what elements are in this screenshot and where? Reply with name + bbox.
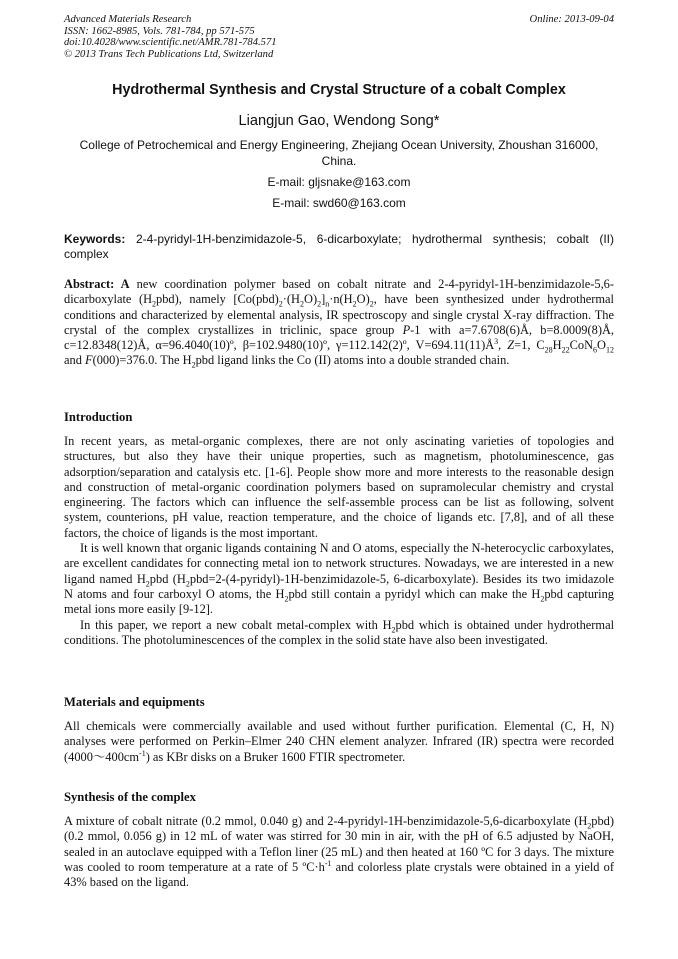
journal-copyright: © 2013 Trans Tech Publications Ltd, Switzerland (64, 48, 274, 60)
abstract-text: O) (304, 292, 318, 307)
space-group-symbol: P (402, 322, 411, 337)
abstract-text: pbd), namely [Co(pbd) (156, 292, 279, 307)
subscript: 22 (561, 345, 570, 355)
intro-paragraph-2 (64, 541, 614, 617)
paragraph-text: In this paper, we report a new cobalt metal-complex with H (80, 617, 392, 632)
affiliation: College of Petrochemical and Energy Engineering, Zhejiang Ocean University, Zhoushan 316000, China. (79, 138, 599, 168)
subscript: 2 (185, 579, 190, 589)
section-heading-synthesis: Synthesis of the complex (64, 790, 196, 804)
abstract-text: ·n(H (329, 292, 353, 307)
synthesis-body (64, 814, 614, 890)
abstract-text: ] (321, 292, 326, 307)
paragraph-text: and colorless plate crystals were obtained in a yield of 43% based on the ligand. (64, 859, 614, 890)
paragraph-text: ) as KBr disks on a Bruker 1600 FTIR spectrometer. (145, 749, 406, 764)
subscript: 2 (145, 579, 150, 589)
intro-paragraph-3 (64, 618, 614, 649)
subscript: 2 (540, 594, 545, 604)
keywords-text: 2-4-pyridyl-1H-benzimidazole-5, 6-dicarboxylate; hydrothermal synthesis; cobalt (II) complex (64, 232, 614, 261)
journal-header (64, 14, 277, 60)
subscript: 2 (152, 299, 157, 309)
abstract-text: CoN (569, 338, 594, 353)
section-heading-materials: Materials and equipments (64, 695, 205, 709)
abstract-text: ·(H (282, 292, 300, 307)
subscript: 12 (606, 345, 614, 355)
email-line-1: E-mail: gljsnake@163.com (267, 175, 411, 189)
paragraph-text: pbd capturing metal ions more easily [9-12]. (64, 586, 615, 617)
paragraph-text: pbd still contain a pyridyl which can make the H (288, 586, 541, 601)
paragraph-text: pbd=2-(4-pyridyl)-1H-benzimidazole-5, 6-dicarboxylate). Besides its two imidazole N atoms and four carboxyl O atoms, the H (64, 571, 614, 601)
abstract-text: , have been synthesized under hydrothermal conditions and characterized by elemental analysis, IR spectroscopy and single crystal X-ray diffraction. The crystal of the complex crystallizes in triclinic, space group (64, 292, 614, 337)
abstract-text: -1 with a=7.6708(6)Å, b=8.0009(8)Å, c=12.8348(12)Å, α=96.4040(10)º, β=102.9480(10)º, γ=112.142(2)º, V=694.11(11)Å (64, 322, 614, 353)
abstract-text: O (597, 338, 606, 353)
subscript: 2 (278, 299, 283, 309)
paragraph-text: pbd (H (149, 571, 186, 586)
paragraph-text: All chemicals were commercially available and used without further purification. Elemental (C, H, N) analyses were performed on Perkin–Elmer 240 CHN element analyzer. Infrared (IR) spectra were recorded (4000～400cm (64, 719, 614, 764)
abstract-text: (000)=376.0. The H (92, 353, 192, 368)
abstract-text: =1, C (514, 338, 545, 353)
paragraph-text: pbd which is obtained under hydrothermal conditions. The photoluminescences of the complex in the solid state have also been investigated. (64, 617, 615, 647)
keywords (64, 232, 614, 262)
subscript: 6 (593, 345, 598, 355)
superscript: -1 (324, 858, 332, 868)
subscript: 28 (544, 345, 553, 355)
paper-title: Hydrothermal Synthesis and Crystal Structure of a cobalt Complex (112, 82, 566, 98)
paper-authors: Liangjun Gao, Wendong Song* (238, 113, 440, 129)
subscript: 2 (369, 299, 374, 309)
abstract (64, 277, 614, 369)
abstract-label: Abstract: A (64, 277, 130, 291)
abstract-text: H (552, 338, 562, 353)
z-symbol: Z (507, 338, 515, 353)
subscript: n (325, 299, 330, 309)
journal-name: Advanced Materials Research (64, 14, 192, 25)
intro-paragraph-1: In recent years, as metal-organic complexes, there are not only ascinating varieties of topologies and structures, but also they have their unique properties, such as magnetism, photoluminescence, gas adsorption/separation and catalysis etc. [1-6]. People show more and more interests to the reasonable design and construction of metal-organic coordination polymers based on supramolecular chemistry and crystal engineering. The factors which can influence the self-assemble process can be list as following, solvent system, counterions, pH value, reaction temperature, and the choice of ligands etc. [7,8], and of all these factors, the choice of ligands is the most important. (64, 434, 614, 540)
subscript: 2 (284, 594, 289, 604)
superscript: 3 (494, 337, 499, 347)
abstract-text: , (498, 338, 508, 353)
section-heading-introduction: Introduction (64, 410, 133, 424)
paragraph-text: pbd) (0.2 mmol, 0.056 g) in 12 mL of water was stirred for 30 min in air, with the pH of 6.5 adjusted by NaOH, sealed in an autoclave equipped with a Teflon liner (25 mL) and then heated at 160 ºC for 3 days. The mixture was cooled to room temperature at a rate of 5 ºC·h (64, 814, 614, 874)
abstract-text: and (64, 353, 85, 368)
paragraph-text: It is well known that organic ligands containing N and O atoms, especially the N-heterocyclic carboxylates, are excellent candidates for connecting metal ion to network structures. Nowadays, we are interested in a new ligand named H (64, 541, 614, 586)
abstract-text: O) (356, 292, 370, 307)
abstract-text: new coordination polymer based on cobalt nitrate and 2-4-pyridyl-1H-benzimidazole-5,6-dicarboxylate (H (64, 277, 614, 307)
keywords-label: Keywords: (64, 232, 126, 246)
introduction-body (64, 434, 614, 648)
subscript: 2 (352, 299, 357, 309)
subscript: 2 (587, 821, 592, 831)
paragraph-text: A mixture of cobalt nitrate (0.2 mmol, 0.040 g) and 2-4-pyridyl-1H-benzimidazole-5,6-dicarboxylate (H (64, 814, 588, 828)
subscript: 2 (300, 299, 304, 309)
subscript: 2 (391, 625, 396, 635)
abstract-text: pbd ligand links the Co (II) atoms into a double stranded chain. (195, 353, 510, 368)
journal-issn: ISSN: 1662-8985, Vols. 781-784, pp 571-575 (64, 25, 255, 37)
journal-doi: doi:10.4028/www.scientific.net/AMR.781-784.571 (64, 37, 277, 49)
email-line-2: E-mail: swd60@163.com (272, 196, 406, 210)
subscript: 2 (317, 299, 322, 309)
online-date: Online: 2013-09-04 (529, 14, 614, 25)
subscript: 2 (191, 360, 196, 370)
materials-body (64, 719, 614, 765)
f-symbol: F (85, 353, 93, 368)
superscript: -1 (139, 748, 146, 758)
